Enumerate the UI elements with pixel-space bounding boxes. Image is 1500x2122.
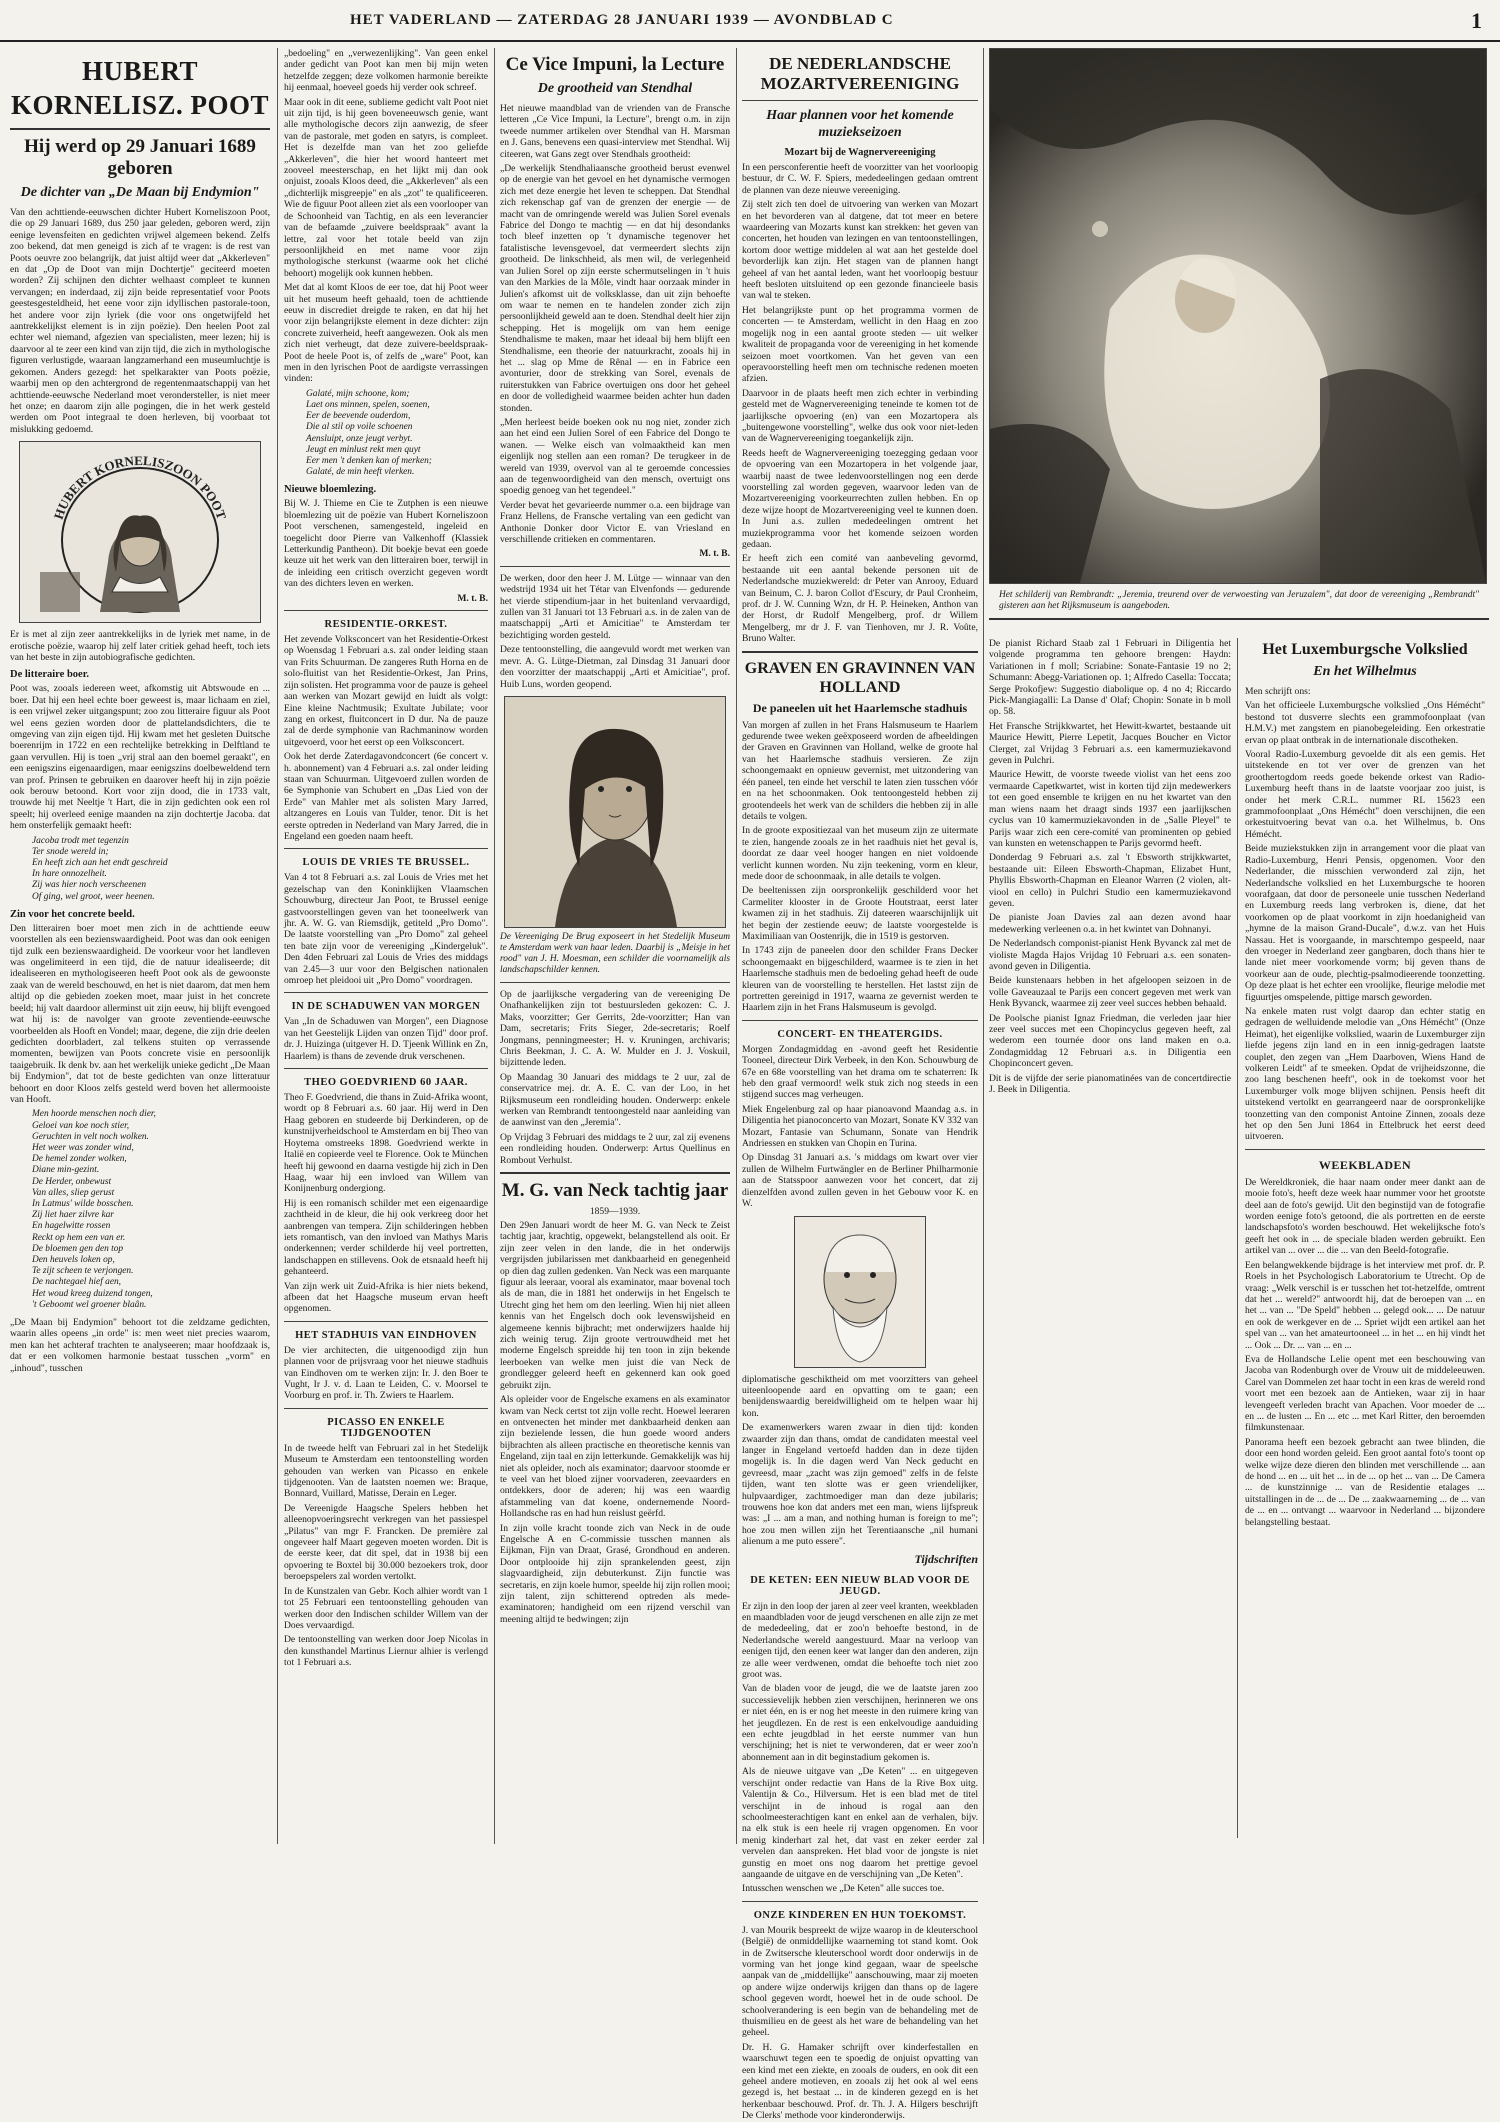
poem: Men hoorde menschen noch dier, Geloei van koe noch stier, Geruchten in velt noch wolken. Het weer was zonder wind, De hemel zonder wolken, Diane min-gezint. De Herder, onbewust Van alles, sliep gerust In Latmus' wilde bosschen. Zij liet haer zilvre kar En hagelwitte rossen Reckt op hem een van er. De bloemen gen den top Den heuvels loken op, Te zijt scheen te verjongen. De nachtegael hief aen, Het woud kreeg duizend tongen, 't Geboomt wel groener blaân. — [32, 1109, 156, 1310]
paragraph: Morgen Zondagmiddag en -avond geeft het Residentie Tooneel, directeur Dirk Verbeek, in den Kon. Schouwburg de 67e en 68e voorstelling van het drama om te schaterren: Ik heb den graaf vermoord! welk stuk zich nog steeds in een stijgend succes mag verheugen. — [742, 1043, 978, 1101]
section-heading: HET STADHUIS VAN EINDHOVEN — [295, 1329, 477, 1341]
column-five — [989, 48, 1489, 1848]
paragraph: Van „In de Schaduwen van Morgen", een Diagnose van het Geestelijk Lijden van onzen Tijd" door prof. dr. J. Huizinga (uitgever H. D. Tjeenk Willink en Zn, Haarlem) is thans de zevende druk verschenen. — [284, 1016, 488, 1062]
mozart-headline: DE NEDERLANDSCHE MOZARTVEREENIGING — [760, 54, 960, 93]
paragraph: Na enkele maten rust volgt daarop dan echter statig en gedragen de welluidende melodie van „Ons Hémécht" (Onze Heimat), het eigenlijke volkslied, waarin de Luxemburger zijn liefde jegens zijn land en in een innig-gedragen laatste couplet, den zegen van „Hem Daarboven, Wiens Hand de volkeren Leidt" af te smeeken. Opdat de vrijheidszonne, die zoo lang beschenen heeft", ook in de toekomst voor het Luxemburger volk moge blijven schijnen. Pensis heeft dit uitstekend vertolkt en gearrangeerd naar de oorspronkelijke toonzetting van den componist Antoine Zinnen, zooals deze het op den 5en Juni 1864 in Ettelbruck het eerst deed uitvoeren. — [1245, 1005, 1485, 1143]
tijdschriften-label: Tijdschriften — [914, 1551, 978, 1566]
paragraph: Verder bevat het gevarieerde nummer o.a. een bijdrage van Franz Hellens, de Fransche vertaling van een gedicht van Anthonie Donker door Victor E. van Vriesland en verschillende critieken en commentaren. — [500, 499, 730, 546]
divider — [500, 1172, 730, 1174]
divider — [284, 848, 488, 849]
rembrandt-jeremia-image — [989, 48, 1487, 584]
paragraph: Als opleider voor de Engelsche examens en als examinator kwam van Neck certst tot zijn volle recht. Hoewel leeraren en ontvenecten het minder met dankbaarheid denken aan zijn bezielende lessen, die hun goede woord anders bijbrachten als alleen practische en theoretische kennis van Engeland, zijn taal en zijn letterkunde. Gemakkelijk was hij niet als opleider, noch als examinator; daarvoor stoomde er te veel van het bloed zijner voorvaderen, zeevaarders en ontdekkers, door de aderen; hij was een waardig afstammeling van dat koene, ondernemende Noord-Hollandsche ras en had hun reislust geërfd. — [500, 1394, 730, 1520]
neck-headline: M. G. van Neck tachtig jaar — [501, 1180, 729, 1201]
section-heading: IN DE SCHADUWEN VAN MORGEN — [291, 1001, 481, 1013]
paragraph: De Wereldkroniek, die haar naam onder meer dankt aan de mooie foto's, heeft deze week haar nummer voor het grootste deel aan de foto's gewijd. Uit den beginstijd van de fotografie worden eenige foto's getoond, die als portretten en de eerste landschapsfoto's worden beschouwd. Het wekelijksche foto's geeft het ook in ... de speciale bladen werden gebruikt. Een artikel van ... over ... die ... van den Beeld-fotografie. — [1245, 1176, 1485, 1257]
paragraph: Donderdag 9 Februari a.s. zal 't Ebsworth strijkkwartet, bestaande uit: Eileen Ebsworth-Chapman, Elizabet Hunt, Phyllis Ebsworth-Chapman en Eleanor Warren (2 violen, alt-viool en cello) in Pulchri Studio een kamermuziekavond geven. — [989, 852, 1231, 909]
divider — [742, 651, 978, 653]
page-number: 1 — [1471, 8, 1482, 33]
paragraph: Op de jaarlijksche vergadering van de vereeniging De Onafhankelijken zijn tot bestuursleden gekozen: C. J. Maks, voorzitter; Ger Gerrits, 2de-voorzitter; Han van Dam, secretaris; Frits Sieger, 2de-secretaris; Roelf Jongmans, penningmeester; H. v. Kruningen, archivaris; Chris Beekman, J. C. A. W. Mulder en J. J. Voskuil, bijzittende leden. — [500, 988, 730, 1069]
divider — [500, 982, 730, 983]
divider — [989, 618, 1489, 620]
column-five-left — [989, 638, 1231, 1838]
portrait-sketch — [795, 1217, 925, 1367]
paragraph: De Nederlandsch componist-pianist Henk Byvanck zal met de violiste Magda Hajos Vrijdag 10 Februari a.s. een sonaten-avond geven in Diligentia. — [989, 938, 1231, 972]
rembrandt-painting — [990, 49, 1486, 583]
paragraph: Van morgen af zullen in het Frans Halsmuseum te Haarlem gedurende twee weken geëxposeerd worden de afbeeldingen der Graven en Gravinnen van Holland, welke de groote hal van het Haarlemsche stadhuis versieren. Ze zijn schoongemaakt en opnieuw gevernist, met uitzondering van één paneel, ten einde het verschil te laten zien tusschen vóór en na het schoonmaken. Ook tentoongesteld hebben zij grootendeels het werk van de schilders die hebben zij in alle details te volgen. — [742, 719, 978, 822]
section-heading: Nieuwe bloemlezing. — [284, 484, 377, 496]
section-heading: De litteraire boer. — [10, 669, 90, 681]
paragraph: In de groote expositiezaal van het museum zijn ze uitermate te zien, hangende zooals ze in het raadhuis niet het geval is, doordat ze daar veel hooger hangen en niet voldoende verlicht kunnen worden. Nu zijn teekening, vorm en kleur, mede door de schoonmaak, in alle details te volgen. — [742, 825, 978, 882]
portrait-label: HUBERT KORNELISZOON POOT — [50, 453, 230, 522]
paragraph: Bij W. J. Thieme en Cie te Zutphen is een nieuwe bloemlezing uit de poëzie van Hubert Korneliszoon Poot verschenen, samengesteld, ingeleid en toegelicht door Pierre van Valkenhoff (Klassiek Letterkundig Pantheon). Dit boekje bevat een goede keuze uit het werk van den litterairen boer, terwijl in de inleiding een critisch overzicht gegeven wordt van des dichters leven en werken. — [284, 498, 488, 590]
paragraph: Zij stelt zich ten doel de uitvoering van werken van Mozart en het bevorderen van al datgene, dat tot meer en betere waardeering van Mozarts kunst kan strekken: het geven van concerten, het houden van lezingen en van tentoonstellingen, kortom door wettige middelen al wat aan het gestelde doel bevorderlijk kan zijn. Het stagen van de plannen hangt geheel af van het aantal leden, want het voorloopig bestuur heeft besloten uitsluitend op een gezonde financieele basis van wal te steken. — [742, 199, 978, 302]
divider — [500, 566, 730, 567]
paragraph: Maurice Hewitt, de voorste tweede violist van het eens zoo vermaarde Capetkwartet, wist in korten tijd zijn medewerkers tot een goed ensemble te krijgen en nu het kwartet van den man wiens naam het draagt sinds 1937 een jaarlijkschen cyclus van 10 kamermuziekavonden in de „Salle Pleyel" te Parijs waar zich een cere-comité van prominenten op gebied van kunsten en wetenschappen te Parijs gevormd heeft. — [989, 769, 1231, 849]
paragraph: In de tweede helft van Februari zal in het Stedelijk Museum te Amsterdam een tentoonstelling worden gehouden van werken van Picasso en enkele tijdgenooten. Van de laatsten noemen we: Braque, Bonnard, Vuillard, Matisse, Derain en Leger. — [284, 1442, 488, 1500]
paragraph: Dr. H. G. Hamaker schrijft over kinderfestallen en waarschuwt tegen een te spoedig de onjuist opvatting van een kind met een ziekte, en zooals de ouders, en ook dit een geheel andere motieven, en zooals zij het ook al wel eens gezegd is, het bestaat ... in de kinderen gezegd en is het herkenbaar beschouwd. Prof. dr. Th. J. A. Hilgers beschrijft De Clerks' methode voor kinderonderwijs. — [742, 2041, 978, 2122]
signature: M. t. B. — [699, 548, 730, 560]
paragraph: In zijn volle kracht toonde zich van Neck in de oude Engelsche A en C-commissie tusschen mannen als Eijkman, Fijn van Draat, Grasé, Grondhoud en anderen. Door ontplooide hij zijn sprankelenden geest, zijn slagvaardigheid, zijn debuterkunst. Zijn functie was secretaris, en zijn koele humor, speelde hij zijn rollen mooi; zijn talent, zijn schitterend optreden als mede-examinatoren; handigheid om een rijzend verschil van meening altijd te bedwingen; zijn — [500, 1522, 730, 1625]
paragraph: In de Kunstzalen van Gebr. Koch alhier wordt van 1 tot 25 Februari een tentoonstelling gehouden van werken door den Indischen schilder Willem van der Does vervaardigd. — [284, 1585, 488, 1631]
paragraph: De examenwerkers waren zwaar in dien tijd: konden zwaarder zijn dan thans, omdat de candidaten meestal veel langer in Engeland vertoefd hadden dan in deze tijden mogelijk is. In die dagen werd Van Neck geducht en gevreesd, maar „zacht was zijn gemoed" zelfs in de felste tijden, want ten slotte was er geen vriendelijker, hulpvaardiger, zachtmoediger man dan deze jubilaris; trouwens hoe kon dat anders met een man, wiens lijfspreuk was: „I ... am a man, and nothing human is foreign to me"; hoe zou men willen zijn het Terentiaansche „nil humani alienum a me puto essere". — [742, 1422, 978, 1548]
paragraph: „De Maan bij Endymion" behoort tot die zeldzame gedichten, waarin alles opeens „in orde" is: men weet niet precies waarom, men kan het achteraf trachten te analyseeren; maar hoofdzaak is, dat er een volkomen harmonie bestaat tusschen „vorm" en „inhoud", tusschen — [10, 1317, 270, 1374]
signature: M. t. B. — [457, 592, 488, 604]
paragraph: Het Fransche Strijkkwartet, het Hewitt-kwartet, bestaande uit Maurice Hewitt, Pierre Lepetit, Jacques Boucher en Victor Clerget, zal Vrijdag 3 Februari a.s. een kamermuziekavond geven in Pulchri. — [989, 720, 1231, 767]
neck-years: 1859—1939. — [589, 1206, 641, 1217]
paragraph: „bedoeling" en „verwezenlijking". Van geen enkel ander gedicht van Poot kan men bij mijn weten hetzelfde zeggen; deze volkomen harmonie bereikte hij eenmaal, hoeveel goeds hij verder ook schreef. — [284, 48, 488, 94]
paragraph: diplomatische geschiktheid om met voorzitters van geheel uiteenloopende aard en opvatting om te gaan; een benijdenswaardig bereidwilligheid om te helpen waar hij kon. — [742, 1373, 978, 1419]
divider — [742, 1020, 978, 1021]
paragraph: Dit is de vijfde der serie pianomatinées van de concertdirectie J. Beek in Diligentia. — [989, 1072, 1231, 1096]
painting-meisje-image — [504, 696, 726, 928]
section-heading: RESIDENTIE-ORKEST. — [324, 619, 448, 631]
mozart-sub: Mozart bij de Wagnervereeniging — [784, 147, 936, 158]
paragraph: Van zijn werk uit Zuid-Afrika is hier niets bekend, afbeen dat het Haagsche museum ervan heeft opgenomen. — [284, 1280, 488, 1315]
paragraph: De tentoonstelling van werken door Joep Nicolas in den kunsthandel Martinus Liernur alhier is verlengd tot 1 Februari a.s. — [284, 1634, 488, 1669]
mozart-deck: Haar plannen voor het komende muziekseizoen — [766, 108, 954, 140]
luxemburg-headline: Het Luxemburgsche Volkslied — [1262, 641, 1468, 658]
graven-headline: GRAVEN EN GRAVINNEN VAN HOLLAND — [744, 659, 976, 696]
divider — [284, 1068, 488, 1069]
column-rule — [1237, 638, 1238, 1838]
paragraph: De werken, door den heer J. M. Lütge — winnaar van den wedstrijd 1934 uit het Tétar van Elvenfonds — gedurende het vierde stipendium-jaar in het buitenland vervaardigd, zullen van 31 Januari tot 13 Februari a.s. in de zalen van de maatschappij „Arti et Amicitiae" te Amsterdam ter bezichtiging worden gesteld. — [500, 572, 730, 641]
paragraph: Er heeft zich een comité van aanbeveling gevormd, bestaande uit een aantal bekende personen uit de Nederlandsche muziekwereld: dr Peter van Anrooy, Eduard van Beinum, C. J. baron Collot d'Escury, dr Paul Cronheim, prof. dr J. W. Cunning Wzn, dr H. P. Heineken, Anthon van der Horst, dr Rudolf Mengelberg, prof. dr Willem Mengelberg, mr dr J. F. van Tienhoven, mr J. R. Voûte, Bruno Walter. — [742, 553, 978, 645]
portrait-engraving — [20, 442, 260, 622]
painting-caption: De Vereeniging De Brug exposeert in het Stedelijk Museum te Amsterdam werk van haar leden. Daarbij is „Meisje in het rood" van J. H. Moesman, een schilder die voornamelijk als landschapschilder kennen. — [500, 931, 730, 975]
column-three — [500, 48, 730, 1848]
poot-portrait-image — [19, 441, 261, 623]
paragraph: In 1743 zijn de paneelen door den schilder Frans Decker schoongemaakt en bijgeschilderd, waarmee is te zien in het Haarlemsche stadhuis men de bedoeling gehad heeft de oude kleuren van de voorstelling te herstellen. Het lastst zijn de portretten gereinigd in 1917, waarna ze gevernist werden te Haarlem zijn in het Frans Halsmuseum is gevolgd. — [742, 945, 978, 1014]
section-heading: DE KETEN: EEN NIEUW BLAD VOOR DE JEUGD. — [750, 1574, 970, 1597]
divider — [284, 1408, 488, 1409]
painting-illustration — [505, 697, 725, 927]
paragraph: De beeltenissen zijn oorspronkelijk geschilderd voor het Carmeliter klooster in de Groote Houtstraat, eerst later kwamen zij in het stadhuis. Zij dateeren waarschijnlijk uit het begin der zestiende eeuw; de laatste voorgestelde is Maximiliaan van Oostenrijk, die in 1519 is gestorven. — [742, 885, 978, 942]
section-heading: ONZE KINDEREN EN HUN TOEKOMST. — [753, 1909, 967, 1921]
section-heading: PICASSO EN ENKELE TIJDGENOOTEN — [327, 1416, 445, 1439]
column-rule — [494, 48, 495, 1844]
section-heading: CONCERT- EN THEATERGIDS. — [777, 1028, 943, 1040]
paragraph: Er is met al zijn zeer aantrekkelijks in de lyriek met name, in de erotische poëzie, waarop hij zelf later critiek gehad heeft, toch iets van het beste in zijn autobiografische gedichten. — [10, 629, 270, 663]
paragraph: Van het officieele Luxemburgsche volkslied „Ons Hémécht" bestond tot dusverre slechts een grammofoonplaat (van H.M.V.) met zangstem en pianobegeleiding. Een orkestratie ervan op plaat ontbrak in de internationale discotheken. — [1245, 700, 1485, 746]
paragraph: Den 29en Januari wordt de heer M. G. van Neck te Zeist tachtig jaar, krachtig, opgewekt, belangstellend als ooit. Er zijn zeer velen in den lande, die in het onderwijs vergrijsden jubilarissen met dankbaarheid en genegenheid op dien dag zullen gedenken. Van Neck was een marquante figuur als leeraar, vooral als examinator, maar bovenal toch als de man, die in 1881 het onderwijs in het Engelsch te Utrecht ging het hem om den leerling. Wien hij niet alleen kennis van het Engelsch doch ook levenswijsheid en algemeene kennis bijbracht; met onderwijzers haalde hij zich weinig terug. Zijn groote vertrouwdheid met het moderne Engelsch spreidde hij ten toon in zijn bekende leerboeken van welke men juist die van Neck de grondlegger geleerd heeft en gekennerd kan ook goed gebruikt zijn. — [500, 1220, 730, 1391]
divider — [284, 1321, 488, 1322]
column-four — [742, 48, 978, 2122]
paragraph: Daarvoor in de plaats heeft men zich echter in verbinding gesteld met de Wagnervereeniging teneinde te komen tot de jaarlijksche opvoering (en) van een Mozartopera als „buitengewone voorstelling", welke dus ook voor niet-leden van de Wagnervereeniging toegankelijk zijn. — [742, 387, 978, 445]
stendhal-headline: Ce Vice Impuni, la Lecture — [505, 54, 725, 75]
paragraph: „De werkelijk Stendhaliaansche grootheid berust evenwel op de energie van het gevoel en het dynamische vermogen zich met deze energie het leven te scheppen. Dat Stendhal zich rekenschap gaf van de grenzen der energie — de macht van de omringende wereld was Julien Sorel evenals Fabrice del Dongo te machtig — en dat hij desondanks toch bleef inzetten op 't dynamische tegenover het fatalistische levensgevoel, dat vermeerdert slechts zijn grootheid. De linkschheid, als men wil, de verlegenheid van Julien Sorel op zijn eerste schermutselingen in 't huis van den Markies de la Môle, vindt haar oorzaak minder in Julien's afkomst uit de volksklasse, dan uit zijn behoefte om waar te nemen en te handelen zonder zich zijn persoonlijkheid geweld aan te doen. Stendhal deelt hier zijn schepping. Het is mogelijk om van hem eenige Stendhalisme te maken, maar het ideaal bij hem blijft een Stendhalisme, een theorie der natuurkracht, zooals hij in het ... slag op Mme de Rênal — en in Fabrice een avonturier, door de strekking van Sorel, evenals de ruiterstukken van Fabrice overtuigen ons door het geheel en door de volledigheid waarmee beiden achter hun daden stonden. — [500, 163, 730, 414]
section-heading: Zin voor het concrete beeld. — [10, 908, 135, 920]
divider — [742, 1901, 978, 1902]
paragraph: In een persconferentie heeft de voorzitter van het voorloopig bestuur, dr C. W. F. Spiers, mededeelingen gedaan omtrent de plannen van deze nieuwe vereeniging. — [742, 162, 978, 196]
divider — [1245, 1149, 1485, 1150]
graven-deck: De paneelen uit het Haarlemsche stadhuis — [752, 700, 968, 715]
article-poot — [10, 48, 270, 1848]
paragraph: Beide kunstenaars hebben in het afgeloopen seizoen in de volle Gaveauzaal te Parijs een concert gegeven met werk van Henk Byvanck, waarmee zij zeer veel succes hebben behaald. — [989, 975, 1231, 1010]
paragraph: Van de bladen voor de jeugd, die we de laatste jaren zoo successievelijk hebben zien verschijnen, herinneren we ons er niet één, en is er nog het meeste in den ruimere kring van het jeugdlezen. En de rest is een enkelvoudige aanduiding een echte jeugdblad in het eerste nummer van hun verschijning; het is niet te verwonderen, dat er weer zoo'n abonnement aan in dit beginstadium gekomen is. — [742, 1683, 978, 1763]
paragraph: Het belangrijkste punt op het programma vormen de concerten — te Amsterdam, wellicht in den Haag en zoo mogelijk nog in een aantal groote steden — uit welker kwaliteit de propaganda voor de vereeniging in het komende seizoen moet voortkomen. Van het geven van een operavoorstelling heeft men om technische redenen moeten afzien. — [742, 304, 978, 385]
divider — [284, 992, 488, 993]
paragraph: Ook het derde Zaterdagavondconcert (6e concert v. h. abonnement) van 4 Februari a.s. zal onder leiding staan van Schuurman. Uitgevoerd zullen worden de 6e Symphonie van Schubert en „Das Lied von der Erde" van Mahler met als solisten Mary Jarred, altzangeres en Louis van Tulder, tenor. Dit is het eerste optreden in Nederland van Mary Jarred, die in Engeland een goeden naam heeft. — [284, 751, 488, 842]
stendhal-deck: De grootheid van Stendhal — [537, 81, 693, 96]
paragraph: Den litterairen boer moet men zich in de achttiende eeuw voorstellen als een bezienswaardigheid. Poot was dan ook eenigen tijd zulk een bezienswaardigheid. De voorkeur voor het landleven was ongelimiteerd in een tijd, die de natuur idealiseerde; dit idealiseeren en mythologiseeren heeft Poot ook als de gewoonste zaak van de wereld beschouwd, en het is niet daarom, dat men hem altijd op die gebieden zoeken moet, maar juist in het concrete beeld; hij valt daardoor allerminst uit zijn eeuw, hij blijft evengoed wat hij is: de navolger van groote zeventiende-eeuwsche voorbeelden als Hooft en Vondel; maar, degene, die zijn drie deelen gedichten doorbladert, zal telkens stuiten op verrassende momenten, bewijzen van Poots concrete visie en persoonlijk taaigebruik. Ik denk bv. aan het werkelijk unieke gedicht „De Maan bij Endymion", dat tot de beste gedichten van onze litteratuur behoort en door Kloos zelfs gesteld werd boven het allermooiste van Hooft. — [10, 922, 270, 1105]
paragraph: Op Vrijdag 3 Februari des middags te 2 uur, zal zij evenens een rondleiding houden. Onderwerp: Artus Quellinus en Rombout Verhulst. — [500, 1131, 730, 1166]
poot-deck: De dichter van „De Maan bij Endymion" — [20, 185, 260, 200]
paragraph: Beide muziekstukken zijn in arrangement voor die plaat van Radio-Luxemburg, Henri Pensis, opgenomen. Voor den Nederlander, die misschien verwonderd zal zijn, het Nederlandsche volkslied en het Luxemburgsche te hooren voorafgaan, dat door de personeele unie tusschen Nederland en Luxemburg reeds lang verbroken is, diene, dat het voorkomen op de plaat voorkomt in zijn hoedanigheid van „hymne de la maison Grand-Ducale", d.w.z. van het Huis Nassau. Het is voorgaande, in marschtempo gespeeld, naar den vroeger in Nederland zeer gangbaren, doch thans hier te lande niet meer voorkomende vorm; bij geven thans de voorkeur aan de oude, plechtig-psalmodieerende toonzetting. Op deze plaat is het echter een vroolijke, fleurige melodie met figuurtjes omspelende, pittige marsch geworden. — [1245, 843, 1485, 1003]
divider — [10, 128, 270, 130]
paragraph: De Vereenigde Haagsche Spelers hebben het alleenopvoeringsrecht verkregen van het passiespel „Pilatus" van mgr F. Francken. De première zal ongeveer half Maart gegeven moeten worden. Dit is de eerste keer, dat dit spel, dat in 1938 bij een opvoering te Boxtel bij 30.000 bezoekers trok, door beroepspelers zal worden vertolkt. — [284, 1502, 488, 1583]
column-two — [284, 48, 488, 1848]
paragraph: Maar ook in dit eene, sublieme gedicht valt Poot niet uit zijn tijd, is hij geen boveneeuwsch genie, want alle mythologische decors zijn aanwezig, de sfeer van de pastorale, met goden en satyrs, is compleet. Het is dezelfde man van het zoo geliefde „Akkerleven", die hier het woord hanteert met zooveel meesterschap, en het lijkt mij dan ook onjuist, zooals Kloos deed, die „Akkerleven" als een „dichterlijk misgreepje" en als „zot" te qualificeeren. Wie de figuur Poot alleen ziet als een voorlooper van de Schoonheid van Tachtig, en als een leverancier van de befaamde „zuivere beeldspraak" avant la lettre, zal voor het totale beeld van zijn persoonlijkheid en met name voor zijn mythologische sterkunst (waarme ook het cliché behoort) mogelijk ook kunnen hebben. — [284, 96, 488, 279]
divider — [284, 610, 488, 611]
paragraph: Op Dinsdag 31 Januari a.s. 's middags om kwart over vier zullen de Wilhelm Furtwängler en de Berliner Philharmonie aan de Statsspoor aanwezen voor het concert, dat zij dienzelfden avond zullen geven in het Gebouw voor K. en W. — [742, 1152, 978, 1210]
paragraph: Vooral Radio-Luxemburg gevoelde dit als een gemis. Het uitstekende en tot ver over de grenzen van het groothertogdom reeds goede bekende orkest van Radio-Luxemburg heeft thans in de laatste voorjaar zoo juist, is onder het merk C.R.L. nummer RL 15623 een grammofoonplaat „Ons Hémécht" doen verschijnen, die een orkestuitvoering bevat van o.a. het Wilhelmus, b. Ons Hémécht. — [1245, 749, 1485, 840]
section-heading: LOUIS DE VRIES TE BRUSSEL. — [302, 857, 470, 869]
paragraph: Miek Engelenburg zal op haar pianoavond Maandag a.s. in Diligentia het pianoconcerto van Mozart, Sonate KV 332 van Mozart, Fantasie van Schumann, Sonate van Hendrik Andriessen en stukken van Chopin en Turina. — [742, 1103, 978, 1150]
poem: Galaté, mijn schoone, kom; Laet ons minnen, spelen, soenen, Eer de beevende ouderdom, Die al stil op voile schoenen Aensluipt, onze jeugt verbyt. Jeugt en minlust rekt men quyt Eer men 't denken kan of merken; Galaté, de min heeft vlerken. — [306, 388, 432, 478]
column-five-right — [1245, 638, 1485, 1838]
paragraph: Theo F. Goedvriend, die thans in Zuid-Afrika woont, wordt op 8 Februari a.s. 60 jaar. Hij werd in Den Haag geboren en studeerde bij Derkinderen, op de kunstnijverheidschool te Amsterdam en bij Theo van Hoytema omstreeks 1898. Goedvriend werkte in Italië en copieerde veel te Florence. Ook te München heeft hij gewoond en daarna vestigde hij zich in Den Haag, waar hij een invloed van Willem van Konijnenburg ondergiong. — [284, 1092, 488, 1195]
paragraph: Men schrijft ons: — [1245, 686, 1311, 697]
poot-headline: HUBERT KORNELISZ. POOT — [10, 56, 270, 120]
paragraph: De pianist Richard Staab zal 1 Februari in Diligentia het volgende programma ten gehoore brengen: Haydn: Variationen in f moll; Scriabine: Sonate-Fantasie 19 no 2; Schumann: Abegg-Variationen op. 1; Alfredo Casella: Toccata; Serge Prokofjew: Suggestio diabolique op. 4 no 4; Riccardo Pick-Mangiagalli: La Danse d' Olaf; Chopin: Sonate in b moll op. 58. — [989, 638, 1231, 718]
section-heading: THEO GOEDVRIEND 60 JAAR. — [304, 1077, 468, 1089]
paragraph: Als de nieuwe uitgave van „De Keten" ... en uitgegeven verschijnt onder redactie van Hans de la Rive Box uitg. Valentijn & Co., Hilversum. Het is een blad met de titel verschijnt in de inhoud is rogal aan den schoolmeesterachtigen kant en enkel aan de verhalen, bijv. na elk stuk is een heele rij vragen opgenomen. En voor menig kinderhart zal het, dat vast en zeker eerder zal vervelen dan aanspreken. Het blad voor de jongste is niet gunstig en moet ons nog daarom het prettige gevoel aangaande de uitgave en de verschijning van „De Keten". — [742, 1766, 978, 1880]
poem: Jacoba trodt met tegenzin Ter snode wereld in; En heeft zich aan het endt geschreid In hare onnozelheit. Zij was hier noch verscheenen Of ging, wel groot, weer heenen. — [32, 835, 168, 902]
paragraph: Poot was, zooals iedereen weet, afkomstig uit Abtswoude en ... boer. Dat hij een heel echte boer geweest is, maar lichaam en ziel, is een vrijwel zeker uitgangspunt; zoo zou litteraire figuur als Poot wel eens gezien worden door de plattelandsdichters, die te omgeving van zijn eigen tijd. Hij kwam met het gesleten Duitsche boerenrijm in 1722 en een rechtelijke betrekking in Delftland te gaan vervullen. Hij is toen „vrij stral aan den boemel geraakt", en een eenigszins eigenaardigen, maar eenigszins doelbeweldend tern van prof. Prinsen te gebruiken en daarover heeft hij in zijn poëzie ook berouw betoond. Kort voor zijn dood, die in 1733 valt, trouwde hij met Neeltje 't Hart, die in zijn gedichten ook een rol speelt; hij overleed eenige maanden na zijn dochtertje Jacoba. dat hem onsterfelijk gemaakt heeft: — [10, 683, 270, 832]
masthead — [0, 0, 1500, 42]
paragraph: Hij is een romanisch schilder met een eigenaardige zachtheid in de kleur, die hij ook verkreeg door het aanbrengen van tempera. Zijn schilderingen hebben iets romantisch, van den invloed van Mathys Maris onderkennen; verder schilderde hij veel portretten, landschappen en stillevens. Ook de etsnaald heeft hij gehanteerd. — [284, 1197, 488, 1278]
paragraph: Panorama heeft een bezoek gebracht aan twee blinden, die door een hond worden geleid. Een groot aantal foto's toont op welke wijze deze dieren den blinden met verschillende ... aan de hond ... en ... uit het ... in de ... op het ... van ... De Camera ... de kunstzinnige ... van de Residentie etalages ... uitstallingen in de ... de ... De ... zaakwaarneming ... de ... van de ... en ... ontvangt ... waarvoor in Nederland ... bijzondere belangstelling bestaat. — [1245, 1436, 1485, 1528]
paragraph: De vier architecten, die uitgenoodigd zijn hun plannen voor de prijsvraag voor het nieuwe stadhuis van Eindhoven om te werken zijn: Ir. J. den Boer te Vught, Ir J. v. d. Laan te Leiden, C. v. Moorsel te Voorburg en prof. ir. Th. Zwiers te Haarlem. — [284, 1344, 488, 1402]
column-rule — [736, 48, 737, 1844]
luxemburg-deck: En het Wilhelmus — [1313, 664, 1417, 679]
paragraph: Van den achttiende-eeuwschen dichter Hubert Korneliszoon Poot, die op 29 Januari 1689, dus 250 jaar geleden, geboren werd, zijn eenige levensfeiten en gedichten vrijwel algemeen bekend. Zelfs zoo bekend, dat men geneigd is zich af te vragen: is de rest van Poots oeuvre zoo belangrijk, dat juist altijd weer dat „Akkerleven" en dat „Op de Doot van mijn Dochtertje" geciteerd moeten worden? Zij schijnen den dichter welhaast compleet te kunnen vervangen; en inderdaad, zij zijn beide representatief voor Poots geestesgesteldheid, het eene voor zijn idyllischen pastorale-toon, het andere voor zijn lyriek (die voor ons ongetwijfeld het aantrekkelijkst element is in zijn poëzie). Den heelen Poot zal echter wel niemand, afgezien van specialisten, meer lezen; hij is daarvoor al te zeer een kind van zijn tijd, die zich in mythologische figuren verlustigde, waaraan langzamerhand een museumluchtje is gekomen. Anders gezegd: het spelkarakter van Poots poëzie, waarbij men op den achtergrond de regentenmaatschappij van het achttiende-eeuwsche Nederland moet verondersteller, is niet meer het onze; en daarom zijn alle pogingen, die in het werk gesteld werden om Poot integraal te doen herleven, bij voorbaat tot mislukking gedoemd. — [10, 207, 270, 435]
paragraph: Van 4 tot 8 Februari a.s. zal Louis de Vries met het gezelschap van den Koninklijken Vlaamschen Schouwburg, directeur Jan Poot, te Brussel eenige gastvoorstellingen geven van het tooneelwerk van jhr. A. W. G. van Riemsdijk, getiteld „Pro Domo". De laatste voorstelling van „Pro Domo" zal geheel ten bate zijn voor de vereeniging „Kindergeluk". Den 4den Februari zal Louis de Vries des middags van 2.45—3 uur voor den Belgischen nationalen omroep het pleidooi uit „Pro Domo" voordragen. — [284, 872, 488, 987]
van-neck-portrait-image — [794, 1216, 926, 1368]
paragraph: De pianiste Joan Davies zal aan dezen avond haar medewerking verleenen o.a. in het kwintet van Dohnanyi. — [989, 912, 1231, 935]
paragraph: Een belangwekkende bijdrage is het interview met prof. dr. P. Roels in het Psychologisch Laboratorium te Utrecht. Op de vraag: „Welk verschil is er tusschen het tot-hetzelfde, omtrent dat het ... wereld?" antwoordt hij, dat de beroepen van ... en het ... van ... "De Speld" hebben ... gelegd ook... ... De natuur en ook de werkgever en de ... Spriet wijdt een artikel aan het spel van ... van het amateurtooneel ... in het ... en hij vindt het ... Ook ... Dr. ... van ... en ... — [1245, 1259, 1485, 1351]
column-rule — [277, 48, 278, 1844]
paragraph: Het nieuwe maandblad van de vrienden van de Fransche letteren „Ce Vice Impuni, la Lecture", brengt o.m. in zijn tweede nummer artikelen over Stendhal van H. Marsman en J. Gans, benevens een quasi-interview met Stendhal. Wij citeeren, wat Gans zegt over Stendhals grootheid: — [500, 103, 730, 160]
paragraph: Op Maandag 30 Januari des middags te 2 uur, zal de conservatrice mej. dr. A. E. C. van der Loo, in het Rijksmuseum een rondleiding houden. Onderwerp: enkele werken van Rembrandt tentoongesteld naar aanleiding van de aanwinst van den „Jeremia". — [500, 1071, 730, 1129]
paragraph: Eva de Hollandsche Lelie opent met een beschouwing van Jacoba van Rodenburgh over de Vrouw uit de middeleeuwen. Carel van Dommelen zet haar tocht in een kras de wereld rond voort met een bezoek aan de Antieken, waar zij in haar levengeeft verleden bracht van Apachen. Voor moeder de ... en ... de lusten ... En ... etc ... met Karl Ritter, den beroemden filmkunstenaar. — [1245, 1353, 1486, 1434]
paragraph: Met dat al komt Kloos de eer toe, dat hij Poot weer uit het museum heeft gehaald, toen de achttiende eeuw in discrediet dreigde te raken, en dat hij het voor zijn belangrijkste element in deze dichter: zijn concrete zuiverheid, heeft aangewezen. Ook als men zich niet verheugt, dat deze zuivere-beeldspraak-Poot de heele Poot is, of zelfs de „ware" Poot, kan men in den lyrischen Poot de aardigste verrassingen vinden: — [284, 282, 488, 385]
paragraph: De Poolsche pianist Ignaz Friedman, die verleden jaar hier zeer veel succes met een Chopincyclus gegeven heeft, zal wederom een tournée door ons land maken en o.a. Zondagmiddag 12 Februari a.s. in Diligentia een Chopinconcert geven. — [989, 1012, 1231, 1070]
rembrandt-caption: Het schilderij van Rembrandt: „Jeremia, treurend over de verwoesting van Jeruzalem", dat door de vereeniging „Rembrandt" gisteren aan het Rijksmuseum is aangeboden. — [999, 590, 1479, 611]
paragraph: „Men herleest beide boeken ook nu nog niet, zonder zich aan het eind een Julien Sorel of een Fabrice del Dongo te wanen. — Welke eisch van volmaaktheid kan men eigenlijk nog stellen aan een roman? De terugkeer in de wereld van 1939, overvol van al te geroemde concessies aan de tegenwoordigheid van den mensch, overtuigt ons spoedig genoeg van het tegendeel." — [500, 416, 730, 497]
column-rule — [983, 48, 984, 1844]
paragraph: J. van Mourik bespreekt de wijze waarop in de kleuterschool (België) de onmiddellijke waarneming tot stand komt. Ook in de Zwitsersche kleuterschool wordt door onderwijs in de vorming van het jonge kind gegaan, waar de speelsche aanpak van de „middellijke" aanschouwing, maar zij moeten op andere wijze onderwijs krijgen dan thans op de lagere school gegeven wordt, hoewel het in de oude school. De schoolverandering is een begin van de behandeling met de thuismilieu en de geest als het ware de behandeling van het geheel. — [742, 1924, 978, 2039]
divider — [742, 100, 978, 101]
paragraph: Het zevende Volksconcert van het Residentie-Orkest op Woensdag 1 Februari a.s. zal onder leiding staan van Frits Schuurman. De zangeres Ruth Horna en de solo-fluitist van het Residentie-Orkest, Jan Prins, zijn solisten. Het programma voor de pauze is geheel aan werken van Mozart gewijd en luidt als volgt: Eine kleine Nachtmusik; Exultate Jubilate; voor zang en orkest, fluitconcert in D dur. Na de pauze zal de derde symphonie van Rachmaninow worden uitgevoerd, voor het eerst op een Volksconcert. — [284, 634, 488, 748]
poot-subheadline: Hij werd op 29 Januari 1689 geboren — [24, 136, 256, 179]
weekbladen-heading: WEEKBLADEN — [1318, 1157, 1412, 1172]
paragraph: Er zijn in den loop der jaren al zeer veel kranten, weekbladen en maandbladen voor de jeugd verschenen en alle zijn ze met de mededeeling, dat er zoo'n behoefte bestond, in de Nederlandsche wereld aangestuurd. Maar na verloop van eenigen tijd, den eenen keer wat langer dan den anderen, zijn ze alle weer verdwenen, omdat die behoefte toch niet zoo groot was. — [742, 1600, 978, 1681]
paragraph: Intusschen wenschen we „De Keten" alle succes toe. — [742, 1883, 945, 1895]
paragraph: Deze tentoonstelling, die aangevuld wordt met werken van mevr. A. G. Lütge-Dietman, zal Dinsdag 31 Januari door den voorzitter der maatschappij „Arti et Amicitiae", prof. Huib Luns, worden geopend. — [500, 644, 730, 690]
masthead-text: HET VADERLAND — ZATERDAG 28 JANUARI 1939 — AVONDBLAD C — [350, 12, 894, 28]
paragraph: Reeds heeft de Wagnervereeniging toezegging gedaan voor de opvoering van een Mozartopera in het volgende jaar, waarbij naast de twee ledenvoorstellingen nog een derde voorstelling zal worden gegeven, waarvoor leden van de Mozartvereeniging voorkeurrechten zullen hebben. En op deze wijze hoopt de Mozartvereeniging veel te kunnen doen. In Juni a.s. zullen mededeelingen omtrent het muziekprogramma voor het komende seizoen worden gedaan. — [742, 447, 978, 550]
